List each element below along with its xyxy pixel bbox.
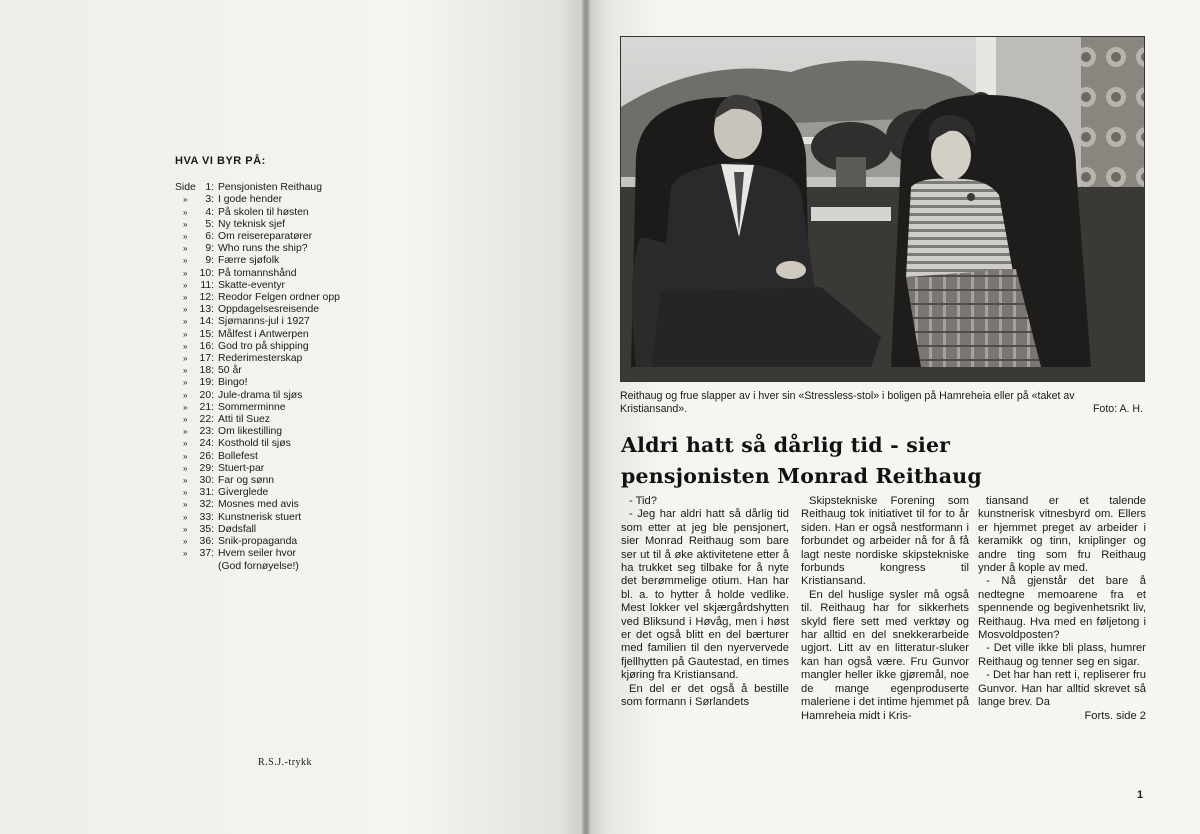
article-body [621, 495, 1146, 775]
contents-page-number: 33: [199, 511, 214, 523]
contents-page-number: 20: [199, 389, 214, 401]
contents-title: Kosthold til sjøs [218, 438, 291, 450]
contents-row [175, 512, 435, 524]
contents-title: På tomannshånd [218, 267, 297, 279]
contents-page-number: 26: [199, 450, 214, 462]
contents-row [175, 487, 435, 499]
ditto-mark: » [183, 402, 188, 412]
ditto-mark: » [183, 195, 188, 205]
contents-page-number: 6: [205, 231, 214, 243]
contents-title: Om reisereparatører [218, 231, 313, 243]
ditto-mark: » [183, 293, 188, 303]
contents-row [175, 292, 435, 304]
contents-title: Færre sjøfolk [218, 255, 280, 267]
contents-title: Far og sønn [218, 475, 275, 487]
contents-page-number: 3: [205, 194, 214, 206]
contents-title: Bollefest [218, 450, 258, 462]
contents-row [175, 402, 435, 414]
contents-row [175, 268, 435, 280]
contents-title: Sjømanns-jul i 1927 [218, 316, 310, 328]
contents-row [175, 377, 435, 389]
contents-page-number: 21: [199, 401, 214, 413]
printer-credit: R.S.J.-trykk [258, 757, 313, 768]
contents-title: Kunstnerisk stuert [218, 511, 302, 523]
ditto-mark: » [183, 280, 188, 290]
contents-title: I gode hender [218, 194, 283, 206]
ditto-mark: » [183, 439, 188, 449]
contents-row [175, 475, 435, 487]
contents-page-number: 12: [199, 292, 214, 304]
contents-page-number: 36: [199, 536, 214, 548]
page-gutter [582, 0, 590, 834]
contents-row [175, 231, 435, 243]
paragraph: - Tid? [629, 495, 657, 507]
ditto-mark: » [183, 366, 188, 376]
contents-title: Bingo! [218, 377, 248, 389]
contents-page-number: 13: [199, 304, 214, 316]
paragraph: Skipstekniske Forening som Reithaug tok initiativet til for to år siden. Han er også nestformann i forbundet og arbeider nå for å få lagt neste nordiske skipstekniske forbunds kongress til Kristiansand. [801, 495, 969, 588]
contents-page-number: 31: [199, 487, 214, 499]
contents-page-number: 24: [199, 438, 214, 450]
contents-row [175, 365, 435, 377]
contents-page-number: 19: [199, 377, 214, 389]
ditto-mark: » [183, 463, 188, 473]
contents-row [175, 548, 435, 560]
contents-row [175, 304, 435, 316]
ditto-mark: » [183, 317, 188, 327]
contents-page-number: 1: [205, 182, 214, 194]
photo-caption [620, 390, 1143, 415]
article-headline [621, 430, 1161, 492]
contents-title: Atti til Suez [218, 414, 270, 426]
contents-row [175, 280, 435, 292]
contents-title: Skatte-eventyr [218, 279, 285, 291]
ditto-mark: » [183, 549, 188, 559]
ditto-mark: » [183, 488, 188, 498]
ditto-mark: » [183, 512, 188, 522]
ditto-mark: » [183, 232, 188, 242]
contents-title: Pensjonisten Reithaug [218, 182, 322, 194]
contents-page-number: 29: [199, 462, 214, 474]
contents-title: Reodor Felgen ordner opp [218, 292, 340, 304]
ditto-mark: » [183, 207, 188, 217]
continued-note: Forts. side 2 [1084, 709, 1146, 722]
contents-row [175, 353, 435, 365]
headline-line-2: pensjonisten Monrad Reithaug [621, 464, 982, 488]
contents-row [175, 255, 435, 267]
contents-page-number: 9: [205, 255, 214, 267]
contents-row [175, 536, 435, 548]
headline-line-1: Aldri hatt så dårlig tid - sier [621, 433, 951, 457]
ditto-mark: » [183, 256, 188, 266]
contents-title: Jule-drama til sjøs [218, 389, 303, 401]
paragraph: - Nå gjenstår det bare å nedtegne memoarene fra et spennende og begivenhetsrikt liv, Reithaug. Hva med en føljetong i Mosvoldposten? [978, 575, 1146, 642]
paragraph: - Det har han rett i, repliserer fru Gunvor. Han har alltid skrevet så lange brev. Da [978, 669, 1146, 709]
contents-page-number: 32: [199, 499, 214, 511]
contents-title: Målfest i Antwerpen [218, 328, 309, 340]
contents-page-number: 30: [199, 475, 214, 487]
contents-title: 50 år [218, 365, 242, 377]
paragraph: - Jeg har aldri hatt så dårlig tid som etter at jeg ble pensjonert, sier Monrad Reithaug som bare ser ut til å øke aktivitetene etter å ha trukket seg tilbake for å nyte det berømmelige otium. Han har bl. a. to hytter å holde vedlike. Mest lokker vel skjærgårdshytten ved Bliksund i Høvåg, men i høst er det også blitt en del bærturer med familien til den nyervervede fjellhytten på Gautestad, en times kjøring fra Kristiansand. [621, 508, 789, 682]
ditto-mark: » [183, 329, 188, 339]
ditto-mark: » [183, 268, 188, 278]
paragraph: En del er det også å bestille som formann i Sørlandets [621, 682, 789, 709]
contents-row [175, 207, 435, 219]
paragraph: En del huslige sysler må også til. Reithaug har for sikkerhets skyld flere sett med verktøy og har alltid en del snekkerarbeide ugjort. Litt av en litteratur-sluker kan han også være. Fru Gunvor mangler heller ikke gjøremål, noe de mange egenproduserte maleriene i det intime hjemmet på Hamreheia midt i Kris- [801, 588, 969, 722]
contents-title: Sommerminne [218, 401, 286, 413]
contents-row [175, 524, 435, 536]
page-number: 1 [1137, 789, 1144, 801]
ditto-mark: » [183, 378, 188, 388]
photo-credit: Foto: A. H. [1092, 402, 1143, 415]
contents-page-number: 9: [205, 243, 214, 255]
contents-row [175, 219, 435, 231]
contents-title: Mosnes med avis [218, 499, 299, 511]
contents-title: Who runs the ship? [218, 243, 308, 255]
article-column-2 [801, 495, 969, 723]
contents-row [175, 316, 435, 328]
contents-title: God tro på shipping [218, 340, 309, 352]
contents-title: På skolen til høsten [218, 206, 309, 218]
article-photo [620, 36, 1145, 382]
contents-page-number: 10: [199, 267, 214, 279]
ditto-mark: » [183, 390, 188, 400]
contents-row [175, 451, 435, 463]
contents-page-number: 4: [205, 206, 214, 218]
contents-page-number: 17: [199, 353, 214, 365]
paragraph: tiansand er et talende kunstnerisk vitnesbyrd om. Ellers er hjemmet preget av arbeider i keramikk og tinn, kniplinger og andre ting som fru Reithaug ynder å kople av med. [978, 495, 1146, 575]
side-label: Side [175, 182, 196, 194]
ditto-mark: » [183, 354, 188, 364]
couple-in-armchairs-photo [621, 37, 1144, 381]
contents-row [175, 341, 435, 353]
ditto-mark: » [183, 451, 188, 461]
contents-row [175, 414, 435, 426]
contents-row [175, 463, 435, 475]
contents-page-number: 16: [199, 340, 214, 352]
contents-title: Snik-propaganda [218, 536, 298, 548]
contents-row [175, 438, 435, 450]
contents-title: Hvem seiler hvor [218, 548, 296, 560]
article-column-1 [621, 495, 789, 710]
contents-row [175, 390, 435, 402]
contents-title: Rederimesterskap [218, 353, 303, 365]
contents-row [175, 329, 435, 341]
contents-page-number: 11: [200, 279, 214, 291]
contents-row [175, 426, 435, 438]
contents-page-number: 35: [199, 523, 214, 535]
ditto-mark: » [183, 500, 188, 510]
contents-closing: (God fornøyelse!) [218, 560, 299, 572]
article-column-3 [978, 495, 1146, 723]
table-of-contents [175, 155, 435, 573]
contents-title: Stuert-par [218, 462, 265, 474]
contents-page-number: 14: [199, 316, 214, 328]
ditto-mark: » [183, 537, 188, 547]
contents-page-number: 22: [199, 414, 214, 426]
ditto-mark: » [183, 476, 188, 486]
contents-page-number: 18: [199, 365, 214, 377]
contents-title: Giverglede [218, 487, 269, 499]
contents-title: Dødsfall [218, 523, 257, 535]
contents-title: Om likestilling [218, 426, 283, 438]
contents-row [175, 194, 435, 206]
ditto-mark: » [183, 244, 188, 254]
contents-page-number: 23: [199, 426, 214, 438]
contents-title: Oppdagelsesreisende [218, 304, 320, 316]
ditto-mark: » [183, 305, 188, 315]
contents-row [175, 243, 435, 255]
contents-row [175, 182, 435, 194]
caption-text: Reithaug og frue slapper av i hver sin «Stressless-stol» i boligen på Hamreheia eller på «taket av Kristiansand». [620, 390, 1075, 415]
ditto-mark: » [183, 427, 188, 437]
paragraph: - Det ville ikke bli plass, humrer Reithaug og tenner seg en sigar. [978, 642, 1146, 668]
ditto-mark: » [183, 219, 188, 229]
contents-page-number: 5: [205, 218, 214, 230]
ditto-mark: » [183, 415, 188, 425]
contents-title: Ny teknisk sjef [218, 218, 285, 230]
contents-list [175, 182, 435, 560]
ditto-mark: » [183, 524, 188, 534]
contents-page-number: 15: [199, 328, 214, 340]
ditto-mark: » [183, 341, 188, 351]
contents-page-number: 37: [199, 548, 214, 560]
contents-heading: HVA VI BYR PÅ: [175, 155, 266, 167]
contents-row [175, 499, 435, 511]
